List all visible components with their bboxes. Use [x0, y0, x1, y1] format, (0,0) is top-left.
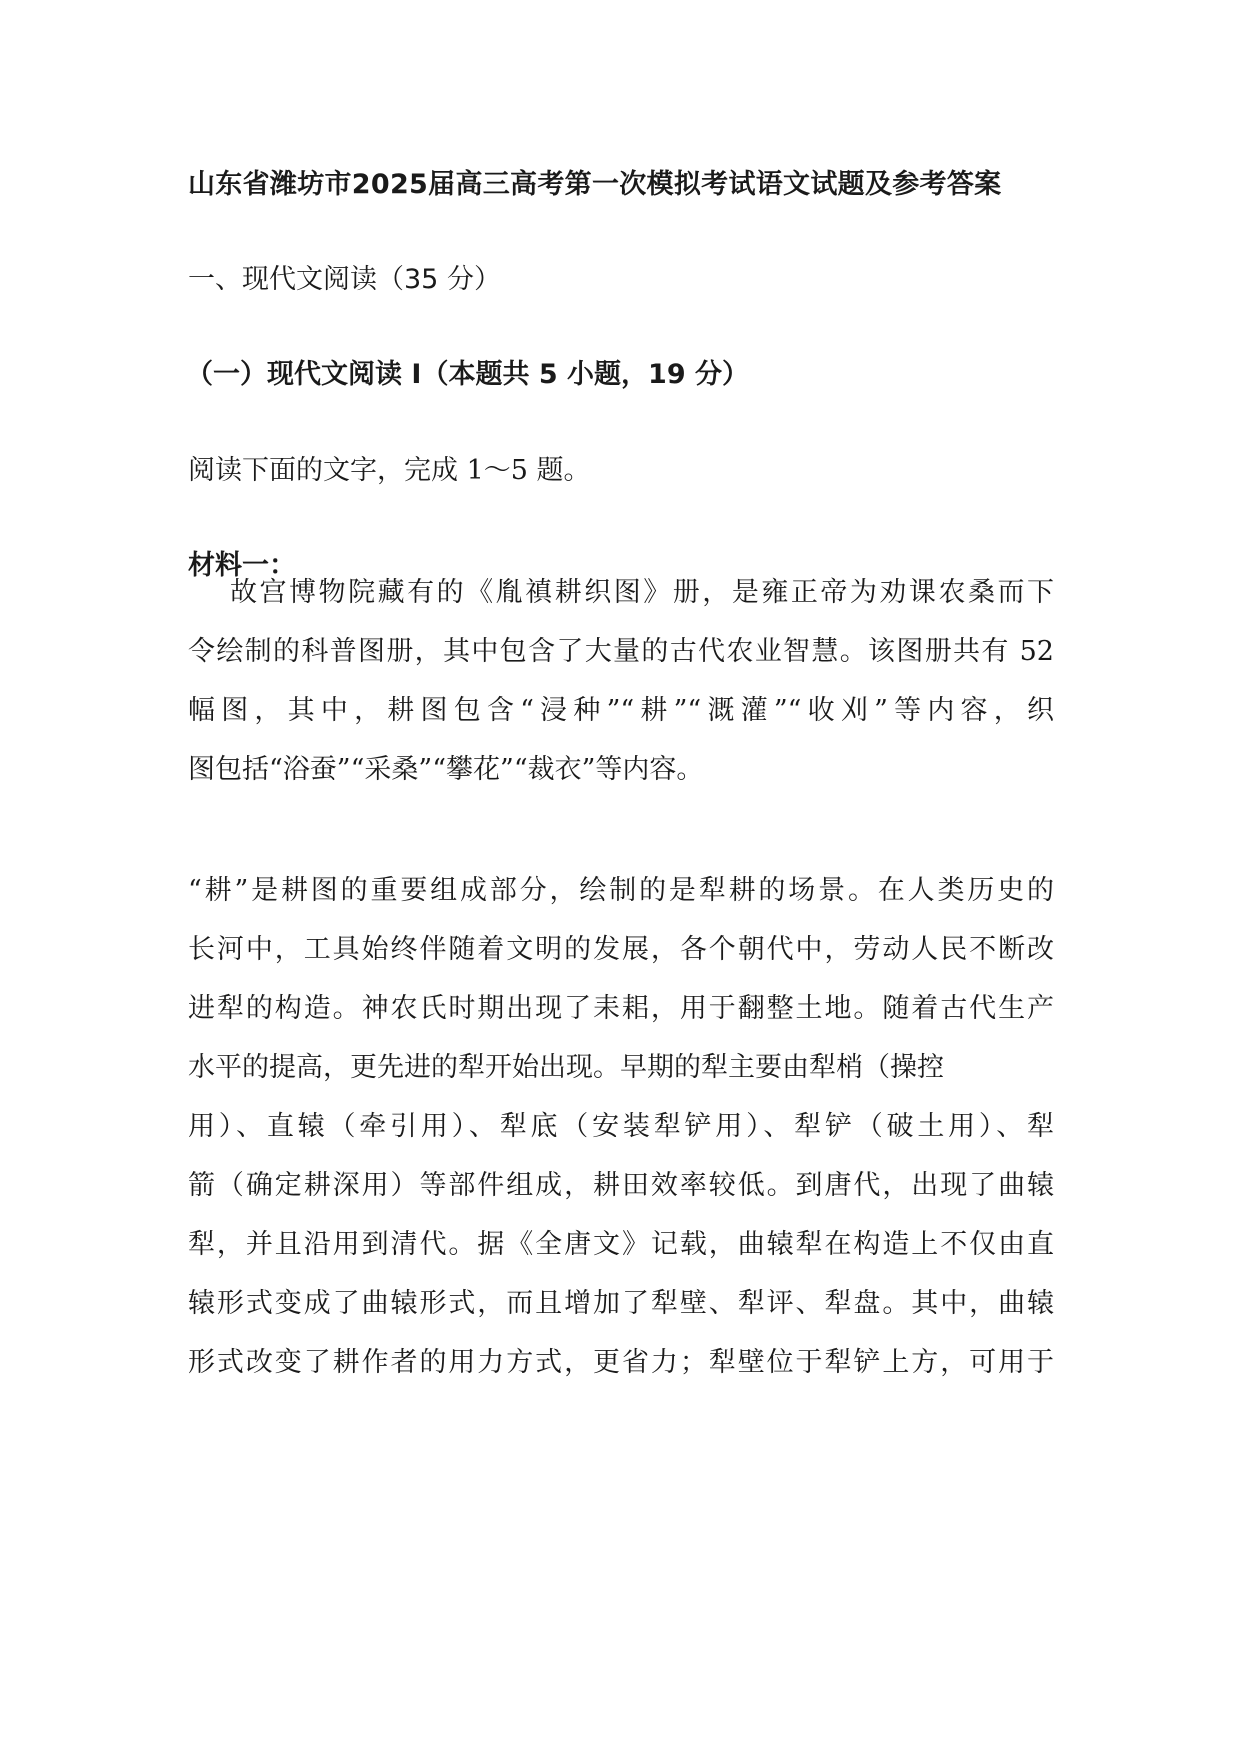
paragraph-line: 长河中，工具始终伴随着文明的发展，各个朝代中，劳动人民不断改	[188, 934, 1054, 965]
section-heading: 一、现代文阅读（35 分）	[188, 264, 501, 295]
paragraph-line: 幅图，其中，耕图包含“浸种”“耕”“溉灌”“收刈”等内容，织	[188, 695, 1054, 726]
reading-instruction: 阅读下面的文字，完成 1～5 题。	[188, 455, 591, 486]
paragraph-line: 犁，并且沿用到清代。据《全唐文》记载，曲辕犁在构造上不仅由直	[188, 1229, 1054, 1260]
material-label: 材料一：	[188, 550, 296, 581]
paragraph-line: 进犁的构造。神农氏时期出现了耒耜，用于翻整土地。随着古代生产	[188, 993, 1054, 1024]
paragraph-line: 令绘制的科普图册，其中包含了大量的古代农业智慧。该图册共有 52	[188, 636, 1054, 667]
paragraph-line: 辕形式变成了曲辕形式，而且增加了犁壁、犁评、犁盘。其中，曲辕	[188, 1288, 1054, 1319]
paragraph-line: 形式改变了耕作者的用力方式，更省力；犁壁位于犁铲上方，可用于	[188, 1347, 1054, 1378]
document-title: 山东省潍坊市2025届高三高考第一次模拟考试语文试题及参考答案	[188, 169, 1002, 200]
paragraph-line: 故宫博物院藏有的《胤禛耕织图》册，是雍正帝为劝课农桑而下	[230, 577, 1054, 608]
paragraph-line: “耕”是耕图的重要组成部分，绘制的是犁耕的场景。在人类历史的	[188, 875, 1054, 906]
paragraph-line: 水平的提高，更先进的犁开始出现。早期的犁主要由犁梢（操控	[188, 1052, 944, 1083]
paragraph-line: 用）、直辕（牵引用）、犁底（安装犁铲用）、犁铲（破土用）、犁	[188, 1111, 1054, 1142]
paragraph-line: 箭（确定耕深用）等部件组成，耕田效率较低。到唐代，出现了曲辕	[188, 1170, 1054, 1201]
paragraph-line: 图包括“浴蚕”“采桑”“攀花”“裁衣”等内容。	[188, 754, 704, 785]
subsection-heading: （一）现代文阅读 I（本题共 5 小题，19 分）	[186, 359, 750, 390]
